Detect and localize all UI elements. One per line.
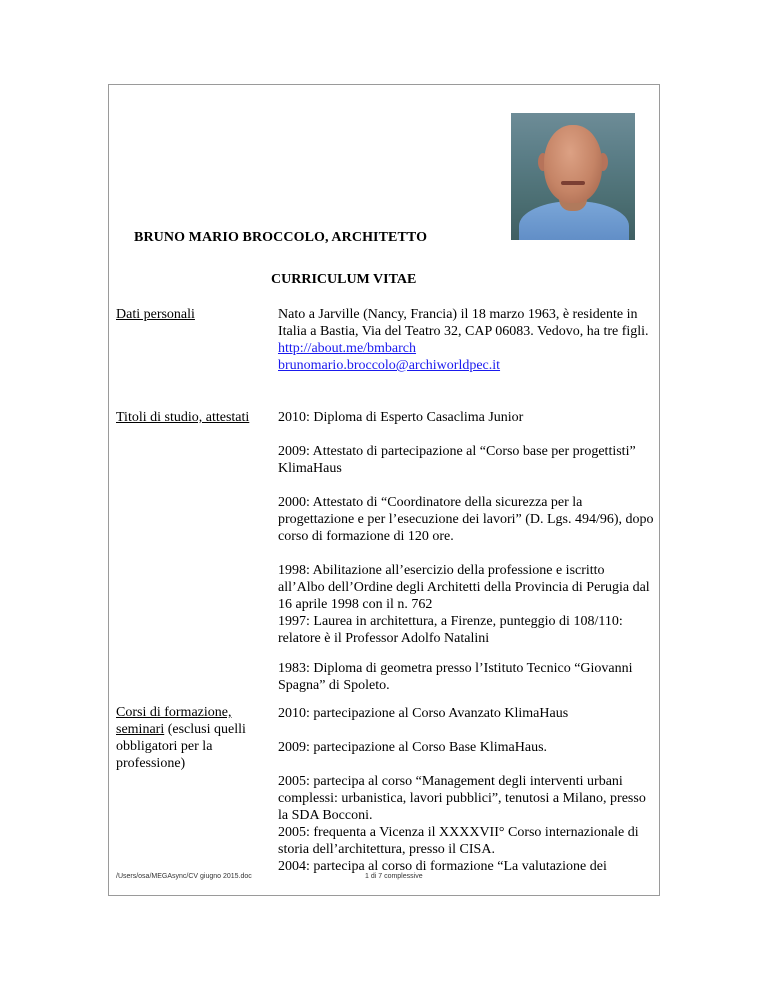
- label-part: (esclusi quelli: [164, 722, 246, 737]
- entry-line: 2000: Attestato di “Coordinatore della sicurezza per la: [278, 495, 583, 510]
- entry-line: 2009: partecipazione al Corso Base KlimaHaus.: [278, 740, 548, 755]
- titles-entry: [278, 409, 662, 426]
- personal-line: Nato a Jarville (Nancy, Francia) il 18 marzo 1963, è residente in: [278, 307, 638, 322]
- titles-entry: [278, 562, 662, 613]
- titles-entry: [278, 660, 662, 694]
- entry-line: la SDA Bocconi.: [278, 808, 373, 823]
- entry-line: relatore è il Professor Adolfo Natalini: [278, 631, 490, 646]
- portrait-photo: [511, 113, 635, 240]
- author-name: BRUNO MARIO BROCCOLO, ARCHITETTO: [134, 230, 428, 245]
- footer-page-number: 1 di 7 complessive: [365, 873, 423, 880]
- courses-entry: [278, 824, 662, 858]
- courses-entry: [278, 773, 662, 824]
- about-me-link[interactable]: http://about.me/bmbarch: [278, 341, 417, 356]
- label-part: Corsi di formazione,: [116, 705, 232, 720]
- entry-line: 2009: Attestato di partecipazione al “Corso base per progettisti”: [278, 444, 636, 459]
- footer-file-path: /Users/osa/MEGAsync/CV giugno 2015.doc: [116, 873, 252, 880]
- email-link[interactable]: brunomario.broccolo@archiworldpec.it: [278, 358, 501, 373]
- document-title: CURRICULUM VITAE: [271, 272, 417, 287]
- courses-entry: [278, 705, 662, 722]
- entry-line: 2010: Diploma di Esperto Casaclima Junior: [278, 410, 524, 425]
- titles-entry: [278, 613, 662, 647]
- entry-line: 2004: partecipa al corso di formazione “La valutazione dei: [278, 859, 607, 874]
- titles-entry: [278, 443, 662, 477]
- label-part: professione): [116, 756, 186, 771]
- entry-line: 2005: partecipa al corso “Management degli interventi urbani: [278, 774, 623, 789]
- entry-line: 16 aprile 1998 con il n. 762: [278, 597, 433, 612]
- entry-line: 1997: Laurea in architettura, a Firenze, punteggio di 108/110:: [278, 614, 623, 629]
- personal-line: Italia a Bastia, Via del Teatro 32, CAP 06083. Vedovo, ha tre figli.: [278, 324, 649, 339]
- entry-line: complessi: urbanistica, lavori pubblici”, tenutosi a Milano, presso: [278, 791, 646, 806]
- section-label-personal: Dati personali: [116, 307, 195, 322]
- entry-line: corso di formazione di 120 ore.: [278, 529, 454, 544]
- label-part: seminari: [116, 722, 165, 737]
- entry-line: 1998: Abilitazione all’esercizio della professione e iscritto: [278, 563, 605, 578]
- courses-entry: [278, 858, 662, 875]
- entry-line: Spagna” di Spoleto.: [278, 678, 390, 693]
- label-part: obbligatori per la: [116, 739, 213, 754]
- section-label-titles: Titoli di studio, attestati: [116, 410, 250, 425]
- entry-line: storia dell’architettura, presso il CISA.: [278, 842, 495, 857]
- personal-block: [278, 306, 662, 374]
- titles-entry: [278, 494, 662, 545]
- entry-line: 2005: frequenta a Vicenza il XXXXVII° Corso internazionale di: [278, 825, 639, 840]
- entry-line: all’Albo dell’Ordine degli Architetti della Provincia di Perugia dal: [278, 580, 650, 595]
- courses-entry: [278, 739, 662, 756]
- section-label-courses: [116, 704, 266, 772]
- entry-line: progettazione e per l’esecuzione dei lavori” (D. Lgs. 494/96), dopo: [278, 512, 654, 527]
- entry-line: KlimaHaus: [278, 461, 342, 476]
- entry-line: 1983: Diploma di geometra presso l’Istituto Tecnico “Giovanni: [278, 661, 633, 676]
- entry-line: 2010: partecipazione al Corso Avanzato KlimaHaus: [278, 706, 569, 721]
